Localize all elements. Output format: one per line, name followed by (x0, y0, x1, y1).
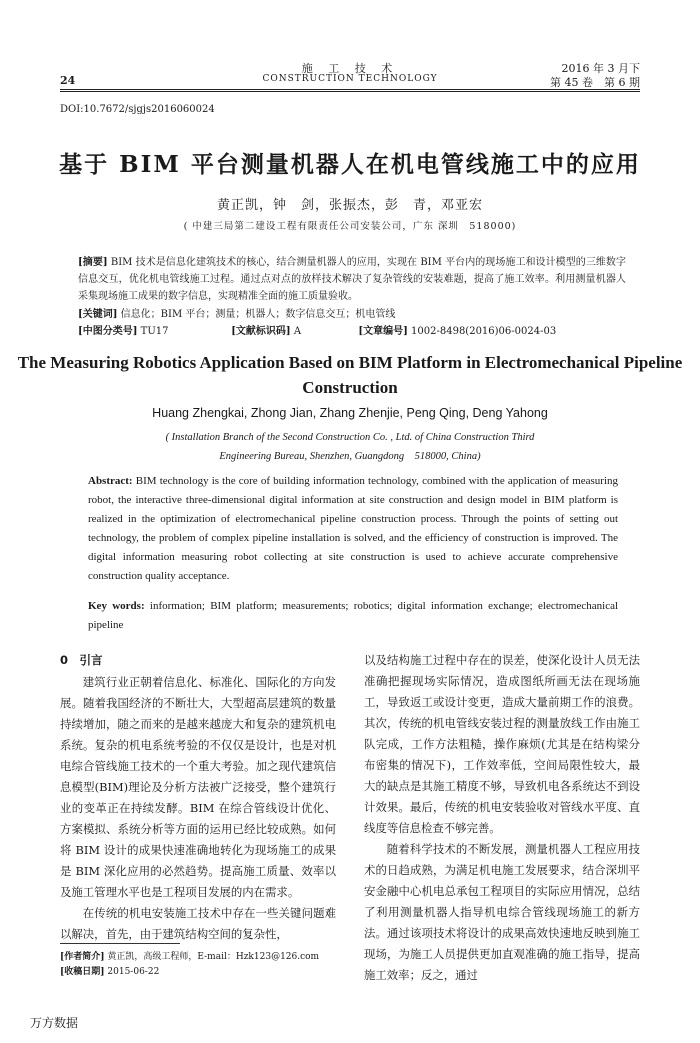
abstract-cn-label: [摘要] (78, 257, 108, 268)
clc-number (78, 322, 228, 337)
body-left-column (60, 650, 336, 945)
author-bio-label: [作者简介] (60, 952, 105, 962)
doc-code-value: A (293, 326, 302, 337)
article-no-value: 1002-8498(2016)06-0024-03 (411, 326, 557, 337)
clc-value: TU17 (140, 326, 169, 337)
left-paragraph-1: 建筑行业正朝着信息化、标准化、国际化的方向发展。随着我国经济的不断壮大，大型超高层建筑的数量持续增加，随之而来的是越来越庞大和复杂的建筑机电系统。复杂的机电系统考验的不仅仅是设计，也是对机电综合管线施工技术的一个重大考验。加之现代建筑信息模型(BIM)理论及分析方法被广泛接受，整个建筑行业的变革正在持续发酵。BIM 在综合管线设计优化、方案模拟、系统分析等方面的运用已经比较成熟。如何将 BIM 设计的成果快速准确地转化为现场施工的成果是 BIM 深化应用的必然趋势。提高施工质量、效率以及施工管理水平也是工程项目发展的内在需求。 (60, 675, 336, 899)
issue-volume: 第 45 卷 第 6 期 (550, 76, 640, 89)
affiliation-en-line-2: Engineering Bureau, Shenzhen, Guangdong 518000, China) (219, 451, 481, 462)
doi: DOI:10.7672/sjgjs2016060024 (60, 104, 215, 115)
abstract-cn-text: BIM 技术是信息化建筑技术的核心，结合测量机器人的应用，实现在 BIM 平台内的现场施工和设计模型的三维数字信息交互，优化机电管线施工过程。通过点对点的放样技术解决了复杂管线的安装难题，提高了施工效率。利用测量机器人采集现场施工成果的数字信息，实现精准全面的施工质量验收。 (78, 257, 626, 302)
affiliation-en (0, 428, 700, 466)
footnote (60, 950, 319, 980)
journal-name-cn: 施 工 技 术 (301, 62, 399, 75)
keywords-cn-text: 信息化；BIM 平台；测量；机器人；数字信息交互；机电管线 (120, 309, 396, 320)
abstract-en-label: Abstract: (88, 475, 133, 487)
abstract-en (88, 472, 618, 586)
affiliation-en-line-1: ( Installation Branch of the Second Construction Co. , Ltd. of China Construction Third (165, 432, 535, 443)
keywords-en-text: information; BIM platform; measurements; robotics; digital information exchange; electromechanical pipeline (88, 600, 619, 631)
received-date (60, 965, 319, 980)
footnote-rule (60, 943, 180, 944)
keywords-en-label: Key words: (88, 600, 145, 612)
header-rule-thin (60, 91, 640, 92)
keywords-cn-label: [关键词] (78, 309, 118, 320)
article-number (358, 322, 556, 337)
authors-cn: 黄正凯，钟 剑，张振杰，彭 青，邓亚宏 (216, 198, 483, 213)
abstract-en-text: BIM technology is the core of building information technology, combined with the application of measuring robot, the interactive three-dimensional digital information at site construction and design model in BIM platform is realized in the optimization of electromechanical pipeline construction process. Through the points of setting out technology, the problem of complex pipeline installation is solved, and the efficiency of construction is improved. The digital information measuring robot collecting at site construction is used to achieve accurate comprehensive construction quality acceptance. (88, 475, 619, 582)
keywords-en (88, 597, 618, 635)
authors-en: Huang Zhengkai, Zhong Jian, Zhang Zhenjie, Peng Qing, Deng Yahong (152, 406, 548, 420)
title-en: The Measuring Robotics Application Based on BIM Platform in Electromechanical Pipeline Construction (17, 353, 683, 397)
issue-date: 2016 年 3 月下 (561, 62, 640, 75)
doc-code-label: [文献标识码] (231, 326, 291, 337)
page-number: 24 (60, 74, 76, 87)
doc-code (231, 322, 355, 337)
received-date-text: 2015-06-22 (107, 967, 160, 977)
classification-row (78, 322, 626, 337)
body-right-column (364, 650, 640, 986)
left-paragraph-2: 在传统的机电安装施工技术中存在一些关键问题难以解决，首先，由于建筑结构空间的复杂性， (60, 906, 336, 941)
keywords-cn (78, 305, 395, 320)
abstract-cn (78, 254, 626, 305)
header-rule (60, 89, 640, 90)
right-paragraph-2: 随着科学技术的不断发展，测量机器人工程应用技术的日趋成熟，为满足机电施工发展要求，结合深圳平安金融中心机电总承包工程项目的实际应用情况，总结了利用测量机器人指导机电综合管线现场施工的新方法。通过该项技术将设计的成果高效快速地反映到施工现场，为施工人员提供更加直观准确的施工指导，提高施工效率；反之，通过 (364, 842, 640, 982)
section-heading: 0 引言 (60, 653, 103, 667)
right-paragraph-1: 以及结构施工过程中存在的误差，使深化设计人员无法准确把握现场实际情况，造成图纸所画无法在现场施工，导致返工或设计变更，造成大量前期工作的浪费。其次，传统的机电管线安装过程的测量放线工作由施工队完成，工作方法粗糙，操作麻烦(尤其是在结构梁分布密集的情况下)，工作效率低，空间局限性较大，最大的缺点是其施工精度不够，导致机电各系统达不到设计效果。最后，传统的机电安装验收对管线水平度、直线度等信息检查不够完善。 (364, 653, 640, 835)
journal-name-en: CONSTRUCTION TECHNOLOGY (262, 74, 438, 84)
affiliation-cn: ( 中建三局第二建设工程有限责任公司安装公司，广东 深圳 518000) (183, 221, 517, 232)
article-no-label: [文章编号] (358, 326, 408, 337)
wanfang-watermark: 万方数据 (30, 1016, 79, 1030)
received-date-label: [收稿日期] (60, 967, 105, 977)
author-bio-text: 黄正凯，高级工程师，E-mail：Hzk123@126.com (107, 952, 320, 962)
clc-label: [中图分类号] (78, 326, 138, 337)
title-cn: 基于 BIM 平台测量机器人在机电管线施工中的应用 (59, 151, 641, 178)
author-bio (60, 950, 319, 965)
